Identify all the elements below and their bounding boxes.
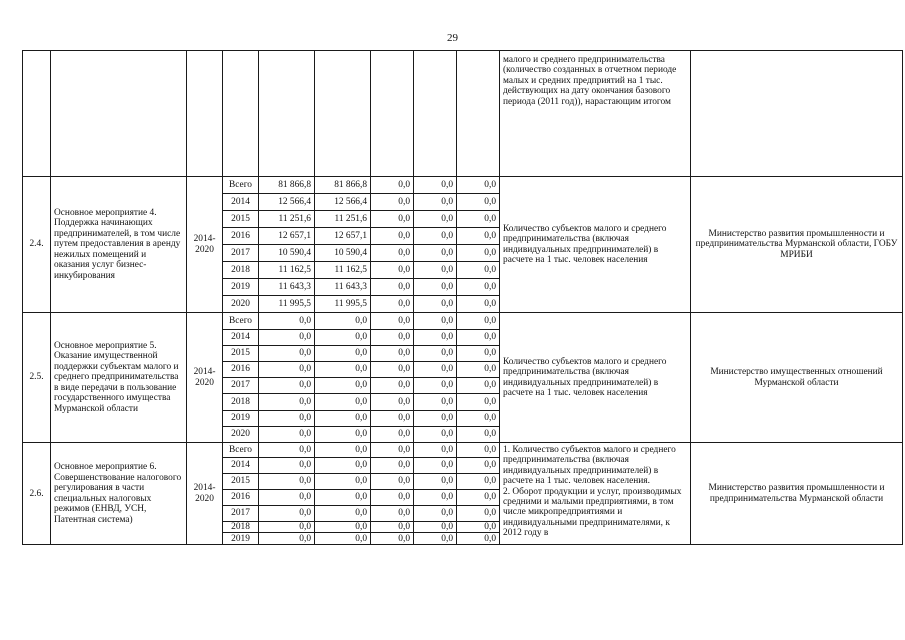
value-col-3: 0,0 [414, 177, 457, 194]
cont-cell-v4 [457, 51, 500, 177]
value-col-2: 0,0 [371, 411, 414, 427]
value-col-4: 0,0 [457, 296, 500, 313]
value-col-3: 0,0 [414, 245, 457, 262]
total-value: 0,0 [259, 490, 315, 506]
total-value: 0,0 [259, 474, 315, 490]
total-value: 11 643,3 [259, 279, 315, 296]
continuation-row [23, 51, 903, 177]
year-cell: 2014 [223, 330, 259, 346]
value-col-1: 11 251,6 [315, 211, 371, 228]
value-col-2: 0,0 [371, 296, 414, 313]
indicator-text: Количество субъектов малого и среднего предпринимательства (включая индивидуальных предпринимателей) в расчете на 1 тыс. человек населения [500, 313, 691, 443]
value-col-1: 0,0 [315, 427, 371, 443]
cont-cell-year [223, 51, 259, 177]
value-col-2: 0,0 [371, 262, 414, 279]
total-value: 0,0 [259, 443, 315, 458]
year-cell: 2019 [223, 279, 259, 296]
year-cell: 2017 [223, 378, 259, 394]
table-row [23, 443, 903, 458]
value-col-1: 0,0 [315, 411, 371, 427]
value-col-3: 0,0 [414, 394, 457, 411]
value-col-3: 0,0 [414, 262, 457, 279]
total-value: 0,0 [259, 346, 315, 362]
activity-number: 2.5. [23, 313, 51, 443]
value-col-2: 0,0 [371, 427, 414, 443]
value-col-1: 11 162,5 [315, 262, 371, 279]
value-col-2: 0,0 [371, 245, 414, 262]
value-col-2: 0,0 [371, 346, 414, 362]
value-col-4: 0,0 [457, 490, 500, 506]
year-cell: 2017 [223, 245, 259, 262]
value-col-4: 0,0 [457, 458, 500, 474]
value-col-1: 0,0 [315, 394, 371, 411]
year-cell: 2016 [223, 490, 259, 506]
indicator-text: Количество субъектов малого и среднего предпринимательства (включая индивидуальных предпринимателей) в расчете на 1 тыс. человек населения [500, 177, 691, 313]
year-cell: Всего [223, 443, 259, 458]
total-value: 0,0 [259, 378, 315, 394]
value-col-4: 0,0 [457, 346, 500, 362]
activity-period: 2014-2020 [187, 177, 223, 313]
value-col-4: 0,0 [457, 522, 500, 533]
value-col-4: 0,0 [457, 394, 500, 411]
value-col-1: 0,0 [315, 474, 371, 490]
value-col-2: 0,0 [371, 522, 414, 533]
value-col-3: 0,0 [414, 427, 457, 443]
value-col-3: 0,0 [414, 228, 457, 245]
value-col-4: 0,0 [457, 411, 500, 427]
value-col-1: 0,0 [315, 506, 371, 522]
cont-cell-v2 [371, 51, 414, 177]
value-col-3: 0,0 [414, 330, 457, 346]
value-col-1: 10 590,4 [315, 245, 371, 262]
year-cell: 2015 [223, 211, 259, 228]
value-col-1: 12 566,4 [315, 194, 371, 211]
year-cell: 2015 [223, 346, 259, 362]
value-col-4: 0,0 [457, 443, 500, 458]
cont-cell-period [187, 51, 223, 177]
year-cell: Всего [223, 313, 259, 330]
value-col-4: 0,0 [457, 330, 500, 346]
value-col-4: 0,0 [457, 228, 500, 245]
value-col-1: 81 866,8 [315, 177, 371, 194]
cont-cell-num [23, 51, 51, 177]
value-col-3: 0,0 [414, 313, 457, 330]
value-col-2: 0,0 [371, 378, 414, 394]
value-col-1: 0,0 [315, 522, 371, 533]
cont-cell-total [259, 51, 315, 177]
value-col-4: 0,0 [457, 378, 500, 394]
value-col-2: 0,0 [371, 228, 414, 245]
value-col-2: 0,0 [371, 533, 414, 545]
value-col-3: 0,0 [414, 296, 457, 313]
value-col-3: 0,0 [414, 346, 457, 362]
value-col-2: 0,0 [371, 506, 414, 522]
value-col-4: 0,0 [457, 177, 500, 194]
value-col-2: 0,0 [371, 211, 414, 228]
indicator-text: 1. Количество субъектов малого и среднего предпринимательства (включая индивидуальных предпринимателей) в расчете на 1 тыс. человек населения. 2. Оборот продукции и услуг, производимых средними и малыми предприятиями, в том числе микропредприятиями и индивидуальными предпринимателями, к 2012 году в [500, 443, 691, 545]
value-col-1: 11 995,5 [315, 296, 371, 313]
value-col-2: 0,0 [371, 474, 414, 490]
value-col-4: 0,0 [457, 262, 500, 279]
value-col-1: 0,0 [315, 362, 371, 378]
executor-text: Министерство имущественных отношений Мурманской области [691, 313, 903, 443]
value-col-4: 0,0 [457, 506, 500, 522]
value-col-1: 0,0 [315, 330, 371, 346]
value-col-1: 0,0 [315, 378, 371, 394]
value-col-2: 0,0 [371, 394, 414, 411]
page-number: 29 [447, 32, 458, 44]
activity-number: 2.6. [23, 443, 51, 545]
continuation-indicator: малого и среднего предпринимательства (количество созданных в отчетном периоде малых и средних предприятий на 1 тыс. действующих на дату окончания базового периода (2011 год)), нарастающим итогом [500, 51, 691, 177]
year-cell: 2018 [223, 522, 259, 533]
year-cell: 2019 [223, 533, 259, 545]
cont-cell-activity [51, 51, 187, 177]
total-value: 11 251,6 [259, 211, 315, 228]
total-value: 12 566,4 [259, 194, 315, 211]
value-col-4: 0,0 [457, 533, 500, 545]
year-cell: 2020 [223, 427, 259, 443]
value-col-2: 0,0 [371, 443, 414, 458]
value-col-4: 0,0 [457, 474, 500, 490]
value-col-3: 0,0 [414, 522, 457, 533]
value-col-3: 0,0 [414, 506, 457, 522]
program-table-body [23, 51, 903, 545]
year-cell: 2014 [223, 194, 259, 211]
value-col-4: 0,0 [457, 194, 500, 211]
value-col-3: 0,0 [414, 474, 457, 490]
value-col-2: 0,0 [371, 490, 414, 506]
total-value: 81 866,8 [259, 177, 315, 194]
value-col-2: 0,0 [371, 458, 414, 474]
table-row [23, 177, 903, 194]
year-cell: 2017 [223, 506, 259, 522]
value-col-4: 0,0 [457, 427, 500, 443]
value-col-3: 0,0 [414, 411, 457, 427]
year-cell: 2018 [223, 262, 259, 279]
activity-description: Основное мероприятие 4. Поддержка начинающих предпринимателей, в том числе путем предоставления в аренду нежилых помещений и оказания услуг бизнес-инкубирования [51, 177, 187, 313]
total-value: 0,0 [259, 362, 315, 378]
value-col-2: 0,0 [371, 362, 414, 378]
value-col-1: 12 657,1 [315, 228, 371, 245]
value-col-2: 0,0 [371, 279, 414, 296]
total-value: 0,0 [259, 506, 315, 522]
activity-period: 2014-2020 [187, 313, 223, 443]
value-col-3: 0,0 [414, 443, 457, 458]
cont-cell-v1 [315, 51, 371, 177]
value-col-2: 0,0 [371, 177, 414, 194]
year-cell: 2016 [223, 362, 259, 378]
program-table [22, 50, 903, 545]
total-value: 0,0 [259, 394, 315, 411]
value-col-1: 0,0 [315, 346, 371, 362]
activity-period: 2014-2020 [187, 443, 223, 545]
value-col-3: 0,0 [414, 458, 457, 474]
value-col-3: 0,0 [414, 211, 457, 228]
total-value: 0,0 [259, 458, 315, 474]
year-cell: 2020 [223, 296, 259, 313]
value-col-1: 0,0 [315, 490, 371, 506]
value-col-3: 0,0 [414, 279, 457, 296]
total-value: 10 590,4 [259, 245, 315, 262]
value-col-3: 0,0 [414, 194, 457, 211]
activity-description: Основное мероприятие 6. Совершенствование налогового регулирования в части специальных налоговых режимов (ЕНВД, УСН, Патентная система) [51, 443, 187, 545]
total-value: 0,0 [259, 533, 315, 545]
value-col-4: 0,0 [457, 279, 500, 296]
total-value: 0,0 [259, 313, 315, 330]
value-col-3: 0,0 [414, 533, 457, 545]
cont-cell-v3 [414, 51, 457, 177]
value-col-2: 0,0 [371, 330, 414, 346]
year-cell: 2019 [223, 411, 259, 427]
value-col-2: 0,0 [371, 194, 414, 211]
executor-text: Министерство развития промышленности и предпринимательства Мурманской области, ГОБУ МРИБИ [691, 177, 903, 313]
year-cell: 2014 [223, 458, 259, 474]
year-cell: Всего [223, 177, 259, 194]
value-col-1: 0,0 [315, 458, 371, 474]
cont-cell-executor [691, 51, 903, 177]
value-col-4: 0,0 [457, 245, 500, 262]
table-row [23, 313, 903, 330]
value-col-1: 11 643,3 [315, 279, 371, 296]
value-col-1: 0,0 [315, 443, 371, 458]
total-value: 0,0 [259, 411, 315, 427]
value-col-1: 0,0 [315, 313, 371, 330]
total-value: 0,0 [259, 522, 315, 533]
activity-description: Основное мероприятие 5. Оказание имущественной поддержки субъектам малого и среднего предпринимательства в виде передачи в пользование государственного имущества Мурманской области [51, 313, 187, 443]
total-value: 0,0 [259, 330, 315, 346]
value-col-4: 0,0 [457, 313, 500, 330]
executor-text: Министерство развития промышленности и предпринимательства Мурманской области [691, 443, 903, 545]
activity-number: 2.4. [23, 177, 51, 313]
year-cell: 2016 [223, 228, 259, 245]
value-col-3: 0,0 [414, 378, 457, 394]
total-value: 12 657,1 [259, 228, 315, 245]
value-col-2: 0,0 [371, 313, 414, 330]
value-col-4: 0,0 [457, 211, 500, 228]
year-cell: 2018 [223, 394, 259, 411]
value-col-3: 0,0 [414, 490, 457, 506]
total-value: 0,0 [259, 427, 315, 443]
value-col-3: 0,0 [414, 362, 457, 378]
total-value: 11 162,5 [259, 262, 315, 279]
value-col-1: 0,0 [315, 533, 371, 545]
year-cell: 2015 [223, 474, 259, 490]
value-col-4: 0,0 [457, 362, 500, 378]
total-value: 11 995,5 [259, 296, 315, 313]
